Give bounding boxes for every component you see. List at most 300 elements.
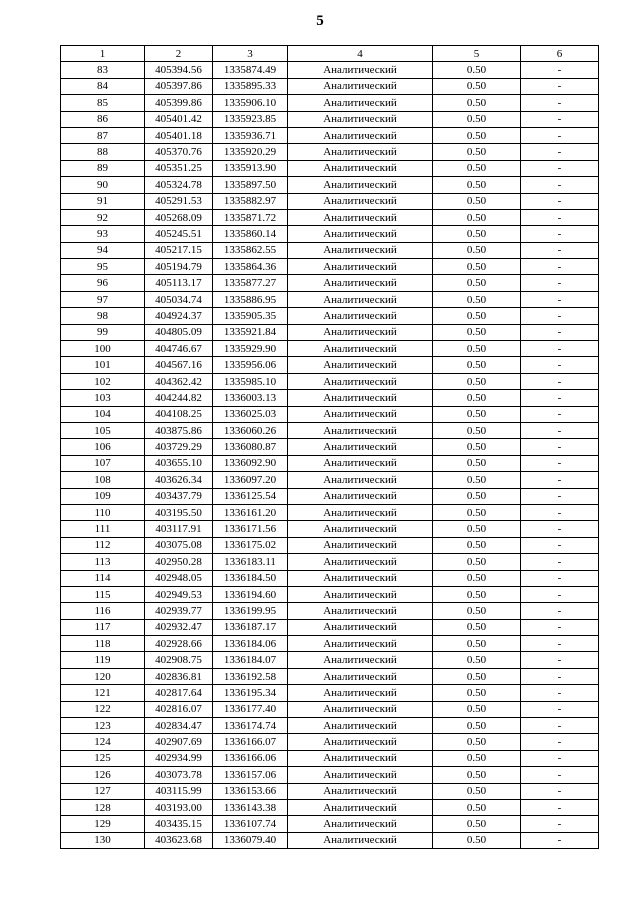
- table-row: [61, 226, 599, 242]
- accuracy-cell: 0.50: [433, 193, 521, 209]
- x-coordinate-cell: 405351.25: [145, 160, 213, 176]
- y-coordinate-cell: 1335985.10: [213, 373, 288, 389]
- x-coordinate-cell: 405324.78: [145, 177, 213, 193]
- point-number-cell: 120: [61, 668, 145, 684]
- table-row: [61, 78, 599, 94]
- accuracy-cell: 0.50: [433, 455, 521, 471]
- accuracy-cell: 0.50: [433, 111, 521, 127]
- method-cell: Аналитический: [288, 390, 433, 406]
- method-cell: Аналитический: [288, 488, 433, 504]
- y-coordinate-cell: 1336199.95: [213, 603, 288, 619]
- method-cell: Аналитический: [288, 226, 433, 242]
- method-cell: Аналитический: [288, 144, 433, 160]
- method-cell: Аналитический: [288, 193, 433, 209]
- note-cell: -: [521, 783, 599, 799]
- x-coordinate-cell: 402817.64: [145, 685, 213, 701]
- accuracy-cell: 0.50: [433, 226, 521, 242]
- method-cell: Аналитический: [288, 521, 433, 537]
- accuracy-cell: 0.50: [433, 701, 521, 717]
- x-coordinate-cell: 404924.37: [145, 308, 213, 324]
- y-coordinate-cell: 1336060.26: [213, 422, 288, 438]
- table-row: [61, 718, 599, 734]
- accuracy-cell: 0.50: [433, 406, 521, 422]
- x-coordinate-cell: 402932.47: [145, 619, 213, 635]
- method-cell: Аналитический: [288, 308, 433, 324]
- accuracy-cell: 0.50: [433, 95, 521, 111]
- method-cell: Аналитический: [288, 406, 433, 422]
- point-number-cell: 104: [61, 406, 145, 422]
- y-coordinate-cell: 1336184.06: [213, 636, 288, 652]
- column-header: 2: [145, 46, 213, 62]
- point-number-cell: 100: [61, 341, 145, 357]
- method-cell: Аналитический: [288, 685, 433, 701]
- y-coordinate-cell: 1336161.20: [213, 504, 288, 520]
- point-number-cell: 116: [61, 603, 145, 619]
- point-number-cell: 102: [61, 373, 145, 389]
- y-coordinate-cell: 1335886.95: [213, 291, 288, 307]
- x-coordinate-cell: 405401.42: [145, 111, 213, 127]
- accuracy-cell: 0.50: [433, 767, 521, 783]
- method-cell: Аналитический: [288, 259, 433, 275]
- y-coordinate-cell: 1335860.14: [213, 226, 288, 242]
- table-header-row: [61, 46, 599, 62]
- table-row: [61, 209, 599, 225]
- note-cell: -: [521, 603, 599, 619]
- table-row: [61, 537, 599, 553]
- y-coordinate-cell: 1335877.27: [213, 275, 288, 291]
- y-coordinate-cell: 1335897.50: [213, 177, 288, 193]
- accuracy-cell: 0.50: [433, 832, 521, 848]
- column-header: 4: [288, 46, 433, 62]
- method-cell: Аналитический: [288, 242, 433, 258]
- table-row: [61, 488, 599, 504]
- method-cell: Аналитический: [288, 668, 433, 684]
- x-coordinate-cell: 404567.16: [145, 357, 213, 373]
- y-coordinate-cell: 1335923.85: [213, 111, 288, 127]
- x-coordinate-cell: 403623.68: [145, 832, 213, 848]
- method-cell: Аналитический: [288, 111, 433, 127]
- method-cell: Аналитический: [288, 504, 433, 520]
- accuracy-cell: 0.50: [433, 160, 521, 176]
- y-coordinate-cell: 1335906.10: [213, 95, 288, 111]
- method-cell: Аналитический: [288, 554, 433, 570]
- x-coordinate-cell: 402948.05: [145, 570, 213, 586]
- accuracy-cell: 0.50: [433, 62, 521, 78]
- x-coordinate-cell: 405401.18: [145, 127, 213, 143]
- y-coordinate-cell: 1336107.74: [213, 816, 288, 832]
- column-header: 3: [213, 46, 288, 62]
- accuracy-cell: 0.50: [433, 783, 521, 799]
- accuracy-cell: 0.50: [433, 242, 521, 258]
- note-cell: -: [521, 406, 599, 422]
- accuracy-cell: 0.50: [433, 291, 521, 307]
- method-cell: Аналитический: [288, 177, 433, 193]
- method-cell: Аналитический: [288, 799, 433, 815]
- table-row: [61, 816, 599, 832]
- table-row: [61, 308, 599, 324]
- x-coordinate-cell: 402816.07: [145, 701, 213, 717]
- point-number-cell: 110: [61, 504, 145, 520]
- accuracy-cell: 0.50: [433, 209, 521, 225]
- accuracy-cell: 0.50: [433, 488, 521, 504]
- method-cell: Аналитический: [288, 341, 433, 357]
- note-cell: -: [521, 816, 599, 832]
- note-cell: -: [521, 111, 599, 127]
- table-row: [61, 259, 599, 275]
- table-row: [61, 291, 599, 307]
- method-cell: Аналитический: [288, 734, 433, 750]
- note-cell: -: [521, 455, 599, 471]
- x-coordinate-cell: 404362.42: [145, 373, 213, 389]
- note-cell: -: [521, 668, 599, 684]
- accuracy-cell: 0.50: [433, 357, 521, 373]
- table-row: [61, 701, 599, 717]
- point-number-cell: 107: [61, 455, 145, 471]
- note-cell: -: [521, 472, 599, 488]
- note-cell: -: [521, 390, 599, 406]
- note-cell: -: [521, 177, 599, 193]
- accuracy-cell: 0.50: [433, 586, 521, 602]
- x-coordinate-cell: 405194.79: [145, 259, 213, 275]
- method-cell: Аналитический: [288, 832, 433, 848]
- x-coordinate-cell: 402934.99: [145, 750, 213, 766]
- x-coordinate-cell: 405370.76: [145, 144, 213, 160]
- coordinates-table: [60, 45, 599, 849]
- x-coordinate-cell: 403073.78: [145, 767, 213, 783]
- x-coordinate-cell: 404746.67: [145, 341, 213, 357]
- y-coordinate-cell: 1335895.33: [213, 78, 288, 94]
- accuracy-cell: 0.50: [433, 259, 521, 275]
- y-coordinate-cell: 1336187.17: [213, 619, 288, 635]
- table-row: [61, 799, 599, 815]
- method-cell: Аналитический: [288, 291, 433, 307]
- y-coordinate-cell: 1336157.06: [213, 767, 288, 783]
- y-coordinate-cell: 1336184.07: [213, 652, 288, 668]
- point-number-cell: 121: [61, 685, 145, 701]
- accuracy-cell: 0.50: [433, 734, 521, 750]
- note-cell: -: [521, 357, 599, 373]
- x-coordinate-cell: 402939.77: [145, 603, 213, 619]
- point-number-cell: 89: [61, 160, 145, 176]
- point-number-cell: 98: [61, 308, 145, 324]
- y-coordinate-cell: 1336183.11: [213, 554, 288, 570]
- accuracy-cell: 0.50: [433, 750, 521, 766]
- table-row: [61, 406, 599, 422]
- note-cell: -: [521, 209, 599, 225]
- table-row: [61, 668, 599, 684]
- x-coordinate-cell: 405113.17: [145, 275, 213, 291]
- table-row: [61, 95, 599, 111]
- point-number-cell: 129: [61, 816, 145, 832]
- table-row: [61, 570, 599, 586]
- method-cell: Аналитический: [288, 750, 433, 766]
- x-coordinate-cell: 403195.50: [145, 504, 213, 520]
- x-coordinate-cell: 402834.47: [145, 718, 213, 734]
- note-cell: -: [521, 341, 599, 357]
- table-row: [61, 603, 599, 619]
- y-coordinate-cell: 1336166.06: [213, 750, 288, 766]
- accuracy-cell: 0.50: [433, 439, 521, 455]
- note-cell: -: [521, 259, 599, 275]
- method-cell: Аналитический: [288, 537, 433, 553]
- y-coordinate-cell: 1335882.97: [213, 193, 288, 209]
- accuracy-cell: 0.50: [433, 619, 521, 635]
- note-cell: -: [521, 554, 599, 570]
- y-coordinate-cell: 1336192.58: [213, 668, 288, 684]
- point-number-cell: 127: [61, 783, 145, 799]
- y-coordinate-cell: 1336194.60: [213, 586, 288, 602]
- table-row: [61, 111, 599, 127]
- table-row: [61, 652, 599, 668]
- note-cell: -: [521, 324, 599, 340]
- accuracy-cell: 0.50: [433, 668, 521, 684]
- point-number-cell: 87: [61, 127, 145, 143]
- note-cell: -: [521, 570, 599, 586]
- method-cell: Аналитический: [288, 324, 433, 340]
- method-cell: Аналитический: [288, 455, 433, 471]
- x-coordinate-cell: 403626.34: [145, 472, 213, 488]
- method-cell: Аналитический: [288, 701, 433, 717]
- accuracy-cell: 0.50: [433, 78, 521, 94]
- note-cell: -: [521, 701, 599, 717]
- point-number-cell: 90: [61, 177, 145, 193]
- x-coordinate-cell: 403437.79: [145, 488, 213, 504]
- table-row: [61, 242, 599, 258]
- x-coordinate-cell: 403875.86: [145, 422, 213, 438]
- point-number-cell: 112: [61, 537, 145, 553]
- y-coordinate-cell: 1336195.34: [213, 685, 288, 701]
- x-coordinate-cell: 403193.00: [145, 799, 213, 815]
- y-coordinate-cell: 1335862.55: [213, 242, 288, 258]
- note-cell: -: [521, 832, 599, 848]
- point-number-cell: 125: [61, 750, 145, 766]
- note-cell: -: [521, 652, 599, 668]
- column-header: 1: [61, 46, 145, 62]
- y-coordinate-cell: 1336171.56: [213, 521, 288, 537]
- note-cell: -: [521, 308, 599, 324]
- accuracy-cell: 0.50: [433, 275, 521, 291]
- note-cell: -: [521, 488, 599, 504]
- note-cell: -: [521, 799, 599, 815]
- note-cell: -: [521, 193, 599, 209]
- table-row: [61, 357, 599, 373]
- table-row: [61, 62, 599, 78]
- table-row: [61, 324, 599, 340]
- x-coordinate-cell: 403435.15: [145, 816, 213, 832]
- point-number-cell: 109: [61, 488, 145, 504]
- y-coordinate-cell: 1336079.40: [213, 832, 288, 848]
- point-number-cell: 94: [61, 242, 145, 258]
- note-cell: -: [521, 619, 599, 635]
- accuracy-cell: 0.50: [433, 472, 521, 488]
- accuracy-cell: 0.50: [433, 799, 521, 815]
- accuracy-cell: 0.50: [433, 144, 521, 160]
- note-cell: -: [521, 144, 599, 160]
- table-row: [61, 554, 599, 570]
- note-cell: -: [521, 750, 599, 766]
- note-cell: -: [521, 504, 599, 520]
- x-coordinate-cell: 403115.99: [145, 783, 213, 799]
- table-row: [61, 193, 599, 209]
- x-coordinate-cell: 404108.25: [145, 406, 213, 422]
- y-coordinate-cell: 1336177.40: [213, 701, 288, 717]
- point-number-cell: 111: [61, 521, 145, 537]
- y-coordinate-cell: 1336175.02: [213, 537, 288, 553]
- accuracy-cell: 0.50: [433, 341, 521, 357]
- x-coordinate-cell: 405291.53: [145, 193, 213, 209]
- note-cell: -: [521, 586, 599, 602]
- method-cell: Аналитический: [288, 586, 433, 602]
- method-cell: Аналитический: [288, 422, 433, 438]
- method-cell: Аналитический: [288, 357, 433, 373]
- accuracy-cell: 0.50: [433, 373, 521, 389]
- y-coordinate-cell: 1335913.90: [213, 160, 288, 176]
- table-row: [61, 177, 599, 193]
- point-number-cell: 95: [61, 259, 145, 275]
- accuracy-cell: 0.50: [433, 537, 521, 553]
- point-number-cell: 113: [61, 554, 145, 570]
- point-number-cell: 114: [61, 570, 145, 586]
- x-coordinate-cell: 402907.69: [145, 734, 213, 750]
- y-coordinate-cell: 1336125.54: [213, 488, 288, 504]
- accuracy-cell: 0.50: [433, 324, 521, 340]
- accuracy-cell: 0.50: [433, 816, 521, 832]
- x-coordinate-cell: 405217.15: [145, 242, 213, 258]
- note-cell: -: [521, 160, 599, 176]
- point-number-cell: 124: [61, 734, 145, 750]
- x-coordinate-cell: 404805.09: [145, 324, 213, 340]
- note-cell: -: [521, 767, 599, 783]
- point-number-cell: 119: [61, 652, 145, 668]
- note-cell: -: [521, 439, 599, 455]
- note-cell: -: [521, 537, 599, 553]
- method-cell: Аналитический: [288, 127, 433, 143]
- y-coordinate-cell: 1336143.38: [213, 799, 288, 815]
- method-cell: Аналитический: [288, 62, 433, 78]
- x-coordinate-cell: 403655.10: [145, 455, 213, 471]
- accuracy-cell: 0.50: [433, 718, 521, 734]
- note-cell: -: [521, 242, 599, 258]
- note-cell: -: [521, 62, 599, 78]
- accuracy-cell: 0.50: [433, 685, 521, 701]
- y-coordinate-cell: 1336003.13: [213, 390, 288, 406]
- note-cell: -: [521, 291, 599, 307]
- x-coordinate-cell: 404244.82: [145, 390, 213, 406]
- table-row: [61, 422, 599, 438]
- note-cell: -: [521, 127, 599, 143]
- note-cell: -: [521, 422, 599, 438]
- point-number-cell: 103: [61, 390, 145, 406]
- method-cell: Аналитический: [288, 95, 433, 111]
- table-row: [61, 455, 599, 471]
- point-number-cell: 85: [61, 95, 145, 111]
- y-coordinate-cell: 1335874.49: [213, 62, 288, 78]
- y-coordinate-cell: 1336025.03: [213, 406, 288, 422]
- method-cell: Аналитический: [288, 439, 433, 455]
- point-number-cell: 83: [61, 62, 145, 78]
- method-cell: Аналитический: [288, 78, 433, 94]
- accuracy-cell: 0.50: [433, 504, 521, 520]
- x-coordinate-cell: 405268.09: [145, 209, 213, 225]
- method-cell: Аналитический: [288, 767, 433, 783]
- method-cell: Аналитический: [288, 816, 433, 832]
- table-row: [61, 750, 599, 766]
- x-coordinate-cell: 402950.28: [145, 554, 213, 570]
- table-row: [61, 504, 599, 520]
- table-row: [61, 390, 599, 406]
- x-coordinate-cell: 403729.29: [145, 439, 213, 455]
- method-cell: Аналитический: [288, 209, 433, 225]
- point-number-cell: 101: [61, 357, 145, 373]
- method-cell: Аналитический: [288, 160, 433, 176]
- table-row: [61, 767, 599, 783]
- y-coordinate-cell: 1335920.29: [213, 144, 288, 160]
- method-cell: Аналитический: [288, 783, 433, 799]
- method-cell: Аналитический: [288, 472, 433, 488]
- method-cell: Аналитический: [288, 718, 433, 734]
- accuracy-cell: 0.50: [433, 554, 521, 570]
- y-coordinate-cell: 1336174.74: [213, 718, 288, 734]
- point-number-cell: 108: [61, 472, 145, 488]
- y-coordinate-cell: 1335905.35: [213, 308, 288, 324]
- table-row: [61, 783, 599, 799]
- point-number-cell: 88: [61, 144, 145, 160]
- table-body: [61, 62, 599, 849]
- accuracy-cell: 0.50: [433, 652, 521, 668]
- table-row: [61, 685, 599, 701]
- point-number-cell: 115: [61, 586, 145, 602]
- note-cell: -: [521, 373, 599, 389]
- x-coordinate-cell: 402928.66: [145, 636, 213, 652]
- y-coordinate-cell: 1336080.87: [213, 439, 288, 455]
- table-row: [61, 439, 599, 455]
- x-coordinate-cell: 405034.74: [145, 291, 213, 307]
- y-coordinate-cell: 1335936.71: [213, 127, 288, 143]
- x-coordinate-cell: 402836.81: [145, 668, 213, 684]
- table-row: [61, 832, 599, 848]
- table-row: [61, 586, 599, 602]
- accuracy-cell: 0.50: [433, 390, 521, 406]
- accuracy-cell: 0.50: [433, 308, 521, 324]
- table-row: [61, 734, 599, 750]
- table-row: [61, 341, 599, 357]
- point-number-cell: 122: [61, 701, 145, 717]
- point-number-cell: 106: [61, 439, 145, 455]
- point-number-cell: 128: [61, 799, 145, 815]
- x-coordinate-cell: 402949.53: [145, 586, 213, 602]
- table-row: [61, 636, 599, 652]
- accuracy-cell: 0.50: [433, 636, 521, 652]
- note-cell: -: [521, 718, 599, 734]
- note-cell: -: [521, 95, 599, 111]
- x-coordinate-cell: 405245.51: [145, 226, 213, 242]
- x-coordinate-cell: 405399.86: [145, 95, 213, 111]
- point-number-cell: 93: [61, 226, 145, 242]
- y-coordinate-cell: 1336097.20: [213, 472, 288, 488]
- note-cell: -: [521, 226, 599, 242]
- note-cell: -: [521, 78, 599, 94]
- table-row: [61, 144, 599, 160]
- y-coordinate-cell: 1335921.84: [213, 324, 288, 340]
- method-cell: Аналитический: [288, 636, 433, 652]
- point-number-cell: 86: [61, 111, 145, 127]
- y-coordinate-cell: 1335956.06: [213, 357, 288, 373]
- y-coordinate-cell: 1336184.50: [213, 570, 288, 586]
- point-number-cell: 105: [61, 422, 145, 438]
- point-number-cell: 84: [61, 78, 145, 94]
- x-coordinate-cell: 405394.56: [145, 62, 213, 78]
- method-cell: Аналитический: [288, 373, 433, 389]
